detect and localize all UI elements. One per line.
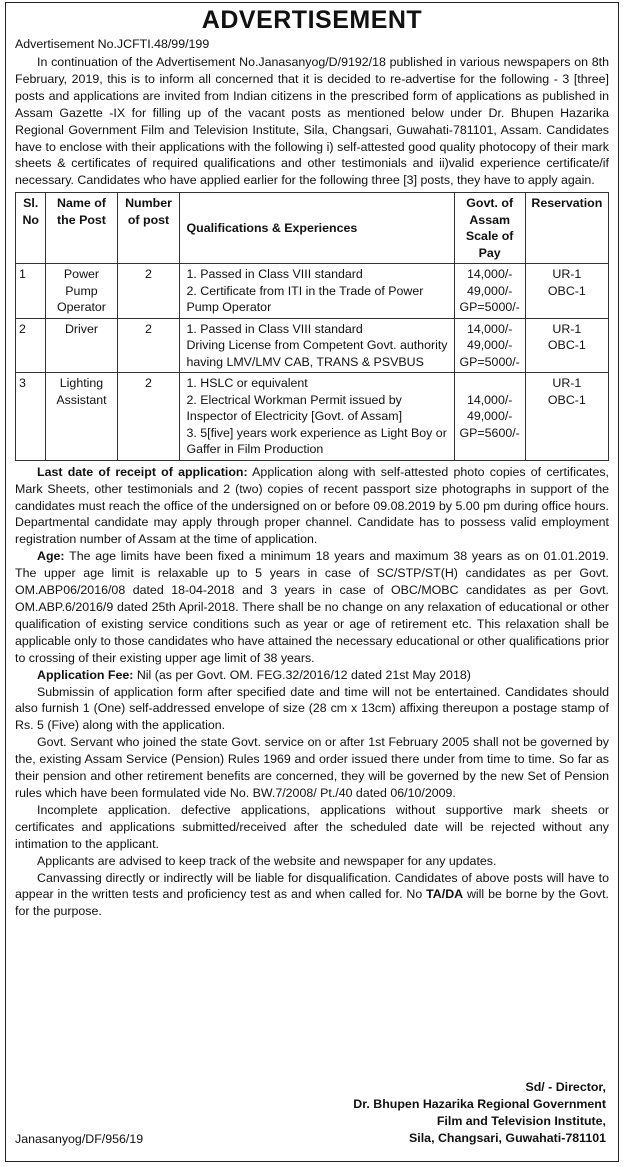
canvassing-bold: TA/DA: [426, 887, 464, 902]
header-reservation: Reservation: [525, 193, 608, 264]
pay-line: GP=5600/-: [459, 425, 520, 440]
signature-line: Sd/ - Director,: [525, 1080, 606, 1094]
cell-pay: [454, 373, 525, 461]
submission-paragraph: Submissin of application form after specified date and time will not be entertained. Candidates should also furnish 1 (One) self-addressed envelope of size (28 cm x 13cm) affixing thereupon a postage stamp of Rs. 5 (Five) along with the application.: [15, 684, 609, 733]
qualification-line: Driving License from Competent Govt. authority having LMV/LMV CAB, TRANS & PSVBUS: [186, 338, 448, 369]
cell-pay: [454, 264, 525, 319]
table-header-row: [16, 193, 609, 264]
qualification-line: 1. HSLC or equivalent: [186, 376, 308, 391]
cell-reservation: [525, 264, 608, 319]
pay-line: GP=5000/-: [459, 354, 520, 369]
pension-paragraph: Govt. Servant who joined the state Govt. service on or after 1st February 2005 shall not be governed by the, existing Assam Service (Pension) Rules 1969 and order issued there under from time to time. So far as their pension and other retirement benefits are concerned, they will be governed by the new Set of Pension rules which have been formulated vide No. BW.7/2008/ Pt./40 dated 06/10/2009.: [15, 735, 609, 800]
advertisement-page: [5, 2, 619, 1162]
intro-paragraph: In continuation of the Advertisement No.Janasanyog/D/9192/18 published in various newspapers on 8th February, 2019, this is to inform all concerned that it is decided to re-advertise for the following - 3 [three] posts and applications are invited from Indian citizens in the prescribed form of applications as published in Assam Gazette -IX for filling up of the vacant posts as mentioned below under Dr. Bhupen Hazarika Regional Government Film and Television Institute, Sila, Changsari, Guwahati-781101, Assam. Candidates have to enclose with their applications with the following i) self-attested good quality photocopy of their mark sheets & certificates of required qualifications and other testimonials and ii)valid experience certificate/if necessary. Candidates who have applied earlier for the following three [3] posts, they have to apply again.: [15, 55, 609, 188]
cell-sl: 3: [16, 373, 46, 461]
canvassing-text: Canvassing directly or indirectly will be liable for disqualification. Candidates of above posts will have to appear in the written tests and proficiency test as and when called for. No: [15, 870, 609, 902]
posts-table: [15, 192, 609, 461]
canvassing-text-end: will be borne by the Govt. for the purpose.: [15, 887, 609, 919]
cell-post: Driver: [46, 318, 117, 373]
cell-pay: [454, 318, 525, 373]
header-number: Number of post: [117, 193, 180, 264]
reservation-line: OBC-1: [547, 392, 586, 407]
incomplete-application-paragraph: Incomplete application. defective applications, applications without supportive mark sheets or certificates and applications submitted/received after the scheduled date will be rejected without any intimation to the applicant.: [15, 802, 609, 851]
header-pay: Govt. of Assam Scale of Pay: [454, 193, 525, 264]
reference-number: Janasanyog/DF/956/19: [15, 1132, 144, 1146]
reservation-line: UR-1: [552, 376, 582, 391]
table-row: [16, 264, 609, 319]
fee-paragraph: [15, 667, 609, 684]
cell-qualifications: [180, 373, 454, 461]
age-label: Age:: [37, 549, 65, 564]
pay-line: 14,000/-: [466, 267, 513, 282]
pay-line: 49,000/-: [466, 338, 513, 353]
signature-line: Film and Television Institute,: [436, 1114, 606, 1128]
cell-sl: 2: [16, 318, 46, 373]
qualification-line: 1. Passed in Class VIII standard: [186, 321, 363, 336]
cell-sl: 1: [16, 264, 46, 319]
reservation-line: OBC-1: [547, 338, 586, 353]
cell-reservation: [525, 318, 608, 373]
qualification-line: 1. Passed in Class VIII standard: [186, 267, 363, 282]
cell-post: Lighting Assistant: [46, 373, 117, 461]
reservation-line: UR-1: [552, 321, 582, 336]
qualification-line: 2. Certificate from ITI in the Trade of Power Pump Operator: [186, 283, 424, 315]
cell-number: 2: [117, 373, 180, 461]
pay-line: GP=5000/-: [459, 300, 520, 315]
pay-line: 14,000/-: [466, 321, 513, 336]
cell-number: 2: [117, 318, 180, 373]
cell-number: 2: [117, 264, 180, 319]
fee-label: Application Fee:: [37, 667, 134, 682]
header-sl: Sl. No: [16, 193, 46, 264]
header-qualifications: Qualifications & Experiences: [180, 193, 454, 264]
signature-block: [353, 1079, 606, 1147]
last-date-label: Last date of receipt of application:: [37, 464, 248, 479]
fee-text: Nil (as per Govt. OM. FEG.32/2016/12 dated 21st May 2018): [133, 667, 471, 682]
page-title: ADVERTISEMENT: [201, 6, 423, 34]
cell-qualifications: [180, 318, 454, 373]
last-date-text: Application along with self-attested photo copies of certificates, Mark Sheets, other testimonials and 2 (two) copies of recent passport size photographs in support of the candidates must reach the office of the undersigned on or before 09.08.2019 by 5.00 pm during office hours. Departmental candidate may apply through proper channel. Candidate has to possess valid employment registration number of Assam at the time of application.: [15, 464, 610, 547]
cell-qualifications: [180, 264, 454, 319]
reservation-line: UR-1: [552, 267, 582, 282]
pay-line: 49,000/-: [466, 409, 513, 424]
advertisement-number: Advertisement No.JCFTI.48/99/199: [15, 37, 210, 51]
table-row: [16, 318, 609, 373]
header-post: Name of the Post: [46, 193, 117, 264]
cell-post: Power Pump Operator: [46, 264, 117, 319]
pay-line: 14,000/-: [466, 392, 513, 407]
signature-line: Sila, Changsari, Guwahati-781101: [409, 1131, 606, 1145]
canvassing-paragraph: [15, 870, 609, 921]
qualification-line: 3. 5[five] years work experience as Light Boy or Gaffer in Film Production: [186, 425, 447, 457]
table-row: [16, 373, 609, 461]
age-paragraph: [15, 548, 609, 666]
signature-line: Dr. Bhupen Hazarika Regional Government: [353, 1097, 606, 1111]
reservation-line: OBC-1: [547, 283, 586, 298]
cell-reservation: [525, 373, 608, 461]
updates-paragraph: Applicants are advised to keep track of the website and newspaper for any updates.: [37, 853, 497, 868]
pay-line: 49,000/-: [466, 283, 513, 298]
last-date-paragraph: [15, 464, 609, 549]
age-text: The age limits have been fixed a minimum 18 years and maximum 38 years as on 01.01.2019. The upper age limit is relaxable up to 5 years in case of SC/STP/ST(H) candidates as per Govt. OM.ABP06/2016/08 dated 18-04-2018 and 3 years in case of OBC/MOBC candidates as per Govt. OM.ABP.6/2016/9 dated 25th April-2018. There shall be no change on any relaxation of educational or other qualification of existing service conditions such as year or age of retirement etc. This relaxation shall be applicable only to those candidates who have attained the necessary educational or other qualifications prior to crossing of their existing upper age limit of 38 years.: [15, 549, 609, 665]
qualification-line: 2. Electrical Workman Permit issued by Inspector of Electricity [Govt. of Assam]: [186, 392, 403, 424]
